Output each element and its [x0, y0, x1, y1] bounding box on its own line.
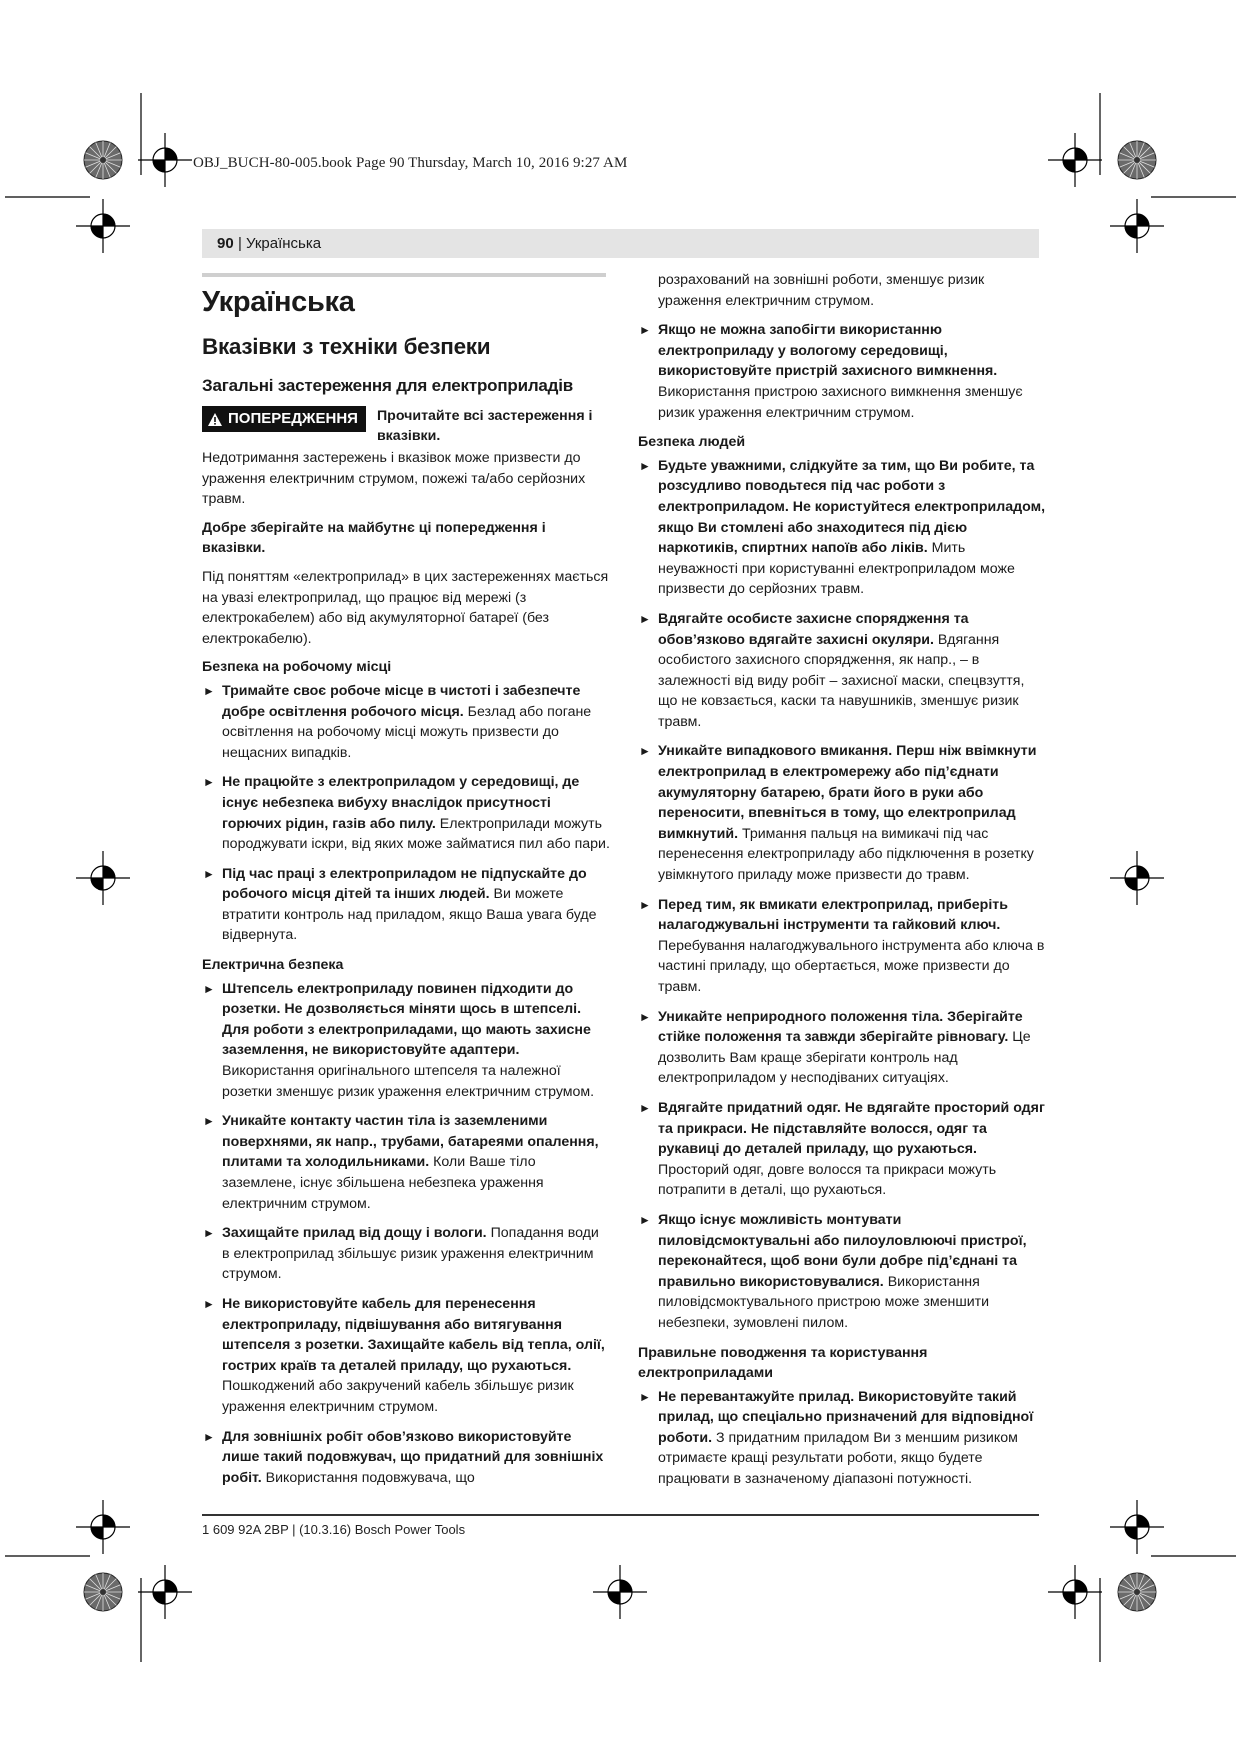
running-header [202, 229, 1039, 258]
warning-badge-label: ПОПЕРЕДЖЕННЯ [228, 409, 358, 427]
continued-text: розрахований на зовнішні роботи, зменшує ризик ураження електричним струмом. [658, 272, 985, 309]
title-rule [202, 273, 606, 277]
moist-list [638, 320, 1046, 423]
header-section: Українська [246, 235, 322, 252]
bullet-icon: ► [639, 897, 651, 912]
footer-rule [202, 1514, 1039, 1516]
page-number: 90 [217, 235, 234, 252]
general-warnings-heading: Загальні застереження для електроприладів [202, 376, 574, 395]
electrical-heading: Електрична безпека [202, 957, 344, 974]
bullet-icon: ► [639, 1389, 651, 1404]
definition-paragraph: Під поняттям «електроприлад» в цих застереженнях мається на увазі електроприлад, що працює від мережі (з електрокабелем) або від акумуляторної батареї (без електрокабелю). [202, 568, 609, 647]
bullet-icon: ► [203, 981, 215, 996]
workplace-list [202, 681, 610, 946]
bullet-icon: ► [639, 611, 651, 626]
bullet-icon: ► [203, 775, 215, 790]
bullet-icon: ► [203, 866, 215, 881]
list-item: ► Захищайте прилад від дощу і вологи. Попадання води в електроприлад збільшує ризик ураження електричним струмом. [203, 1225, 599, 1283]
left-column [202, 273, 610, 1497]
page-title: Українська [202, 286, 355, 318]
list-item: ► Тримайте своє робоче місце в чистоті і забезпечте добре освітлення робочого місця. Безлад або погане освітлення на робочому місці можуть призвести до нещасних випадків. [203, 682, 592, 761]
bullet-icon: ► [203, 1226, 215, 1241]
page-footer: 1 609 92A 2BP | (10.3.16) Bosch Power Tools [202, 1522, 466, 1537]
list-item: ► Не перевантажуйте прилад. Використовуйте такий прилад, що спеціально призначений для відповідної роботи. З придатним приладом Ви з меншим ризиком отримаєте кращі результати роботи, якщо будете працювати в зазначеному діапазоні потужності. [639, 1388, 1034, 1488]
bullet-icon: ► [203, 1114, 215, 1129]
list-item: ► Якщо не можна запобігти використанню електроприладу у вологому середовищі, використовуйте пристрій захисного вимкнення. Використання пристрою захисного вимкнення зменшує ризик ураження електричним струмом. [639, 322, 1023, 421]
handling-heading: Правильне поводження та користування електроприладами [638, 1344, 928, 1382]
print-slug: OBJ_BUCH-80-005.book Page 90 Thursday, March 10, 2016 9:27 AM [193, 155, 628, 171]
bullet-icon: ► [639, 1009, 651, 1024]
safety-heading: Вказівки з техніки безпеки [202, 334, 491, 359]
workplace-heading: Безпека на робочому місці [202, 659, 392, 676]
list-item: ► Уникайте випадкового вмикання. Перш ніж ввімкнути електроприлад в електромережу або під’єднати акумуляторну батарею, брати його в руки або переносити, впевніться в тому, що електроприлад вимкнутий. Тримання пальця на вимикачі під час перенесення електроприладу або підключення в розетку увімкнутого приладу може призвести до травм. [639, 743, 1037, 884]
list-item: ► Штепсель електроприладу повинен підходити до розетки. Не дозволяється міняти щось в штепселі. Для роботи з електроприладами, що мають захисне заземлення, не використовуйте адаптери. Використання оригінального штепселя та належної розетки зменшує ризик ураження електричним струмом. [203, 980, 595, 1100]
list-item: ► Уникайте неприродного положення тіла. Зберігайте стійке положення та завжди зберігайте рівновагу. Це дозволить Вам краще зберігати контроль над електроприладом у несподіваних ситуаціях. [639, 1008, 1031, 1087]
list-item: ► Для зовнішніх робіт обов’язково використовуйте лише такий подовжувач, що придатний для зовнішніх робіт. Використання подовжувача, що [203, 1428, 604, 1486]
list-item: ► Будьте уважними, слідкуйте за тим, що Ви робите, та розсудливо поводьтеся під час роботи з електроприладом. Не користуйтеся електроприладом, якщо Ви стомлені або знаходитеся під дією наркотиків, спиртних напоїв або ліків. Мить неуважності при користуванні електроприладом може призвести до серйозних травм. [639, 457, 1046, 598]
right-column [638, 270, 1046, 1499]
list-item: ► Вдягайте особисте захисне спорядження та обов’язково вдягайте захисні окуляри. Вдягання особистого захисного спорядження, як напр., – в залежності від виду робіт – захисної маски, спецвзуття, що не ковзається, каски та навушників, зменшує ризик травм. [639, 610, 1025, 730]
warning-badge [202, 406, 366, 432]
bullet-icon: ► [639, 323, 651, 338]
bullet-icon: ► [639, 458, 651, 473]
bullet-icon: ► [639, 744, 651, 759]
list-item: ► Під час праці з електроприладом не підпускайте до робочого місця дітей та інших людей. Ви можете втратити контроль над приладом, якщо Ваша увага буде відвернута. [203, 865, 597, 944]
bullet-icon: ► [639, 1212, 651, 1227]
warning-triangle-icon [207, 412, 223, 427]
intro-paragraph: Недотримання застережень і вказівок може призвести до ураження електричним струмом, пожежі та/або серйозних травм. [202, 450, 586, 508]
list-item: ► Не використовуйте кабель для перенесення електроприладу, підвішування або витягування штепселя з розетки. Захищайте кабель від тепла, олії, гострих країв та деталей приладу, що рухаються. Пошкоджений або закручений кабель збільшує ризик ураження електричним струмом. [203, 1295, 605, 1415]
header-separator: | [238, 235, 242, 252]
list-item: ► Перед тим, як вмикати електроприлад, приберіть налагоджувальні інструменти та гайковий ключ. Перебування налагоджувального інструмента або ключа в частині приладу, що обертається, може призвести до травм. [639, 896, 1045, 995]
people-list [638, 456, 1046, 1334]
electrical-list [202, 979, 610, 1489]
handling-list [638, 1387, 1046, 1490]
list-item: ► Не працюйте з електроприладом у середовищі, де існує небезпека вибуху внаслідок присутності горючих рідин, газів або пилу. Електроприлади можуть породжувати іскри, від яких може займатися пил або пари. [203, 774, 610, 853]
bullet-icon: ► [203, 1429, 215, 1444]
list-item: ► Якщо існує можливість монтувати пиловідсмоктувальні або пилоуловлюючі пристрої, переконайтеся, щоб вони були добре під’єднані та правильно використовувалися. Використання пиловідсмоктувального пристрою може зменшити небезпеки, зумовлені пилом. [639, 1211, 1027, 1331]
warning-block [202, 406, 610, 446]
list-item: ► Вдягайте придатний одяг. Не вдягайте просторий одяг та прикраси. Не підставляйте волосся, одяг та рукавиці до деталей приладу, що рухаються. Просторий одяг, довге волосся та прикраси можуть потрапити в деталі, що рухаються. [639, 1099, 1045, 1199]
bullet-icon: ► [203, 683, 215, 698]
list-item: ► Уникайте контакту частин тіла із заземленими поверхнями, як напр., трубами, батареями опалення, плитами та холодильниками. Коли Ваше тіло заземлене, існує збільшена небезпека ураження електричним струмом. [203, 1113, 599, 1212]
bullet-icon: ► [203, 1296, 215, 1311]
warning-text: Прочитайте всі застереження і вказівки. [376, 408, 593, 444]
people-safety-heading: Безпека людей [638, 434, 746, 451]
bullet-icon: ► [639, 1100, 651, 1115]
keep-instructions-note: Добре зберігайте на майбутнє ці попередження і вказівки. [202, 519, 546, 557]
